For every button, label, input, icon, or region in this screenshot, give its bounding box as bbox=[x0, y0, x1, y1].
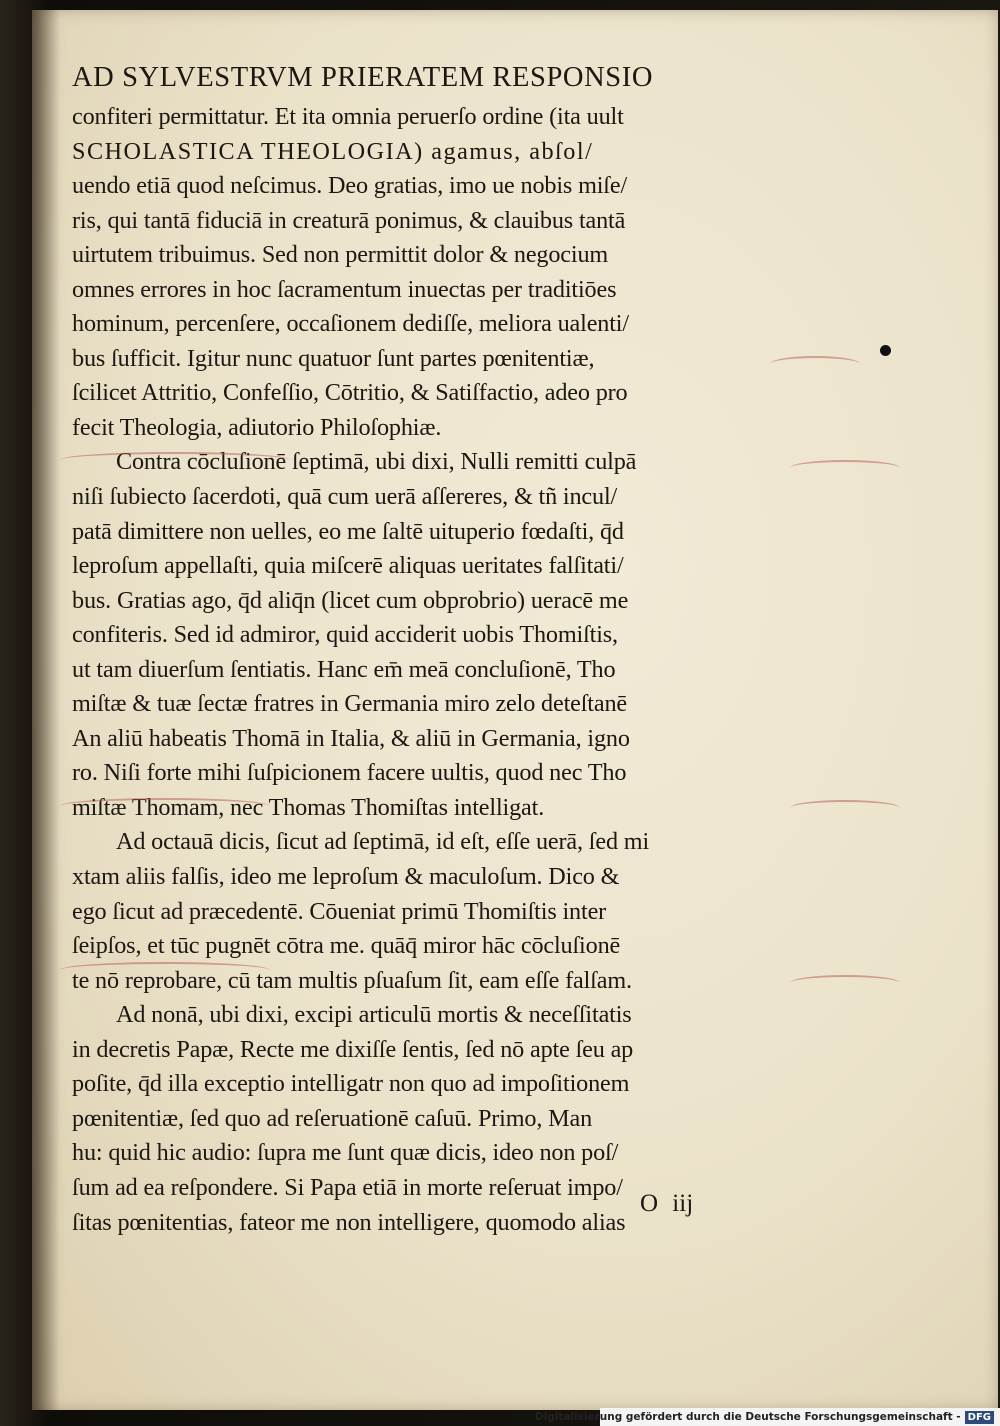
text-line: ſum ad ea reſpondere. Si Papa etiā in morte reſeruat impo/ bbox=[72, 1173, 623, 1201]
text-line: ro. Niſi forte mihi ſuſpicionem facere uultis, quod nec Tho bbox=[72, 759, 627, 787]
margin-annotation-mark bbox=[60, 452, 290, 462]
text-line: uendo etiā quod neſcimus. Deo gratias, imo ue nobis miſe/ bbox=[72, 172, 628, 200]
text-line: Ad nonā, ubi dixi, excipi articulū mortis & neceſſitatis bbox=[116, 1001, 632, 1029]
text-line: fecit Theologia, adiutorio Philoſophiæ. bbox=[72, 413, 442, 441]
text-line: patā dimittere non uelles, eo me ſaltē uituperio fœdaſti, q̄d bbox=[72, 517, 624, 545]
margin-annotation-mark bbox=[60, 798, 270, 808]
text-line: bus. Gratias ago, q̄d aliq̄n (licet cum obprobrio) ueracē me bbox=[72, 586, 629, 614]
text-line: ego ſicut ad præcedentē. Cōueniat primū Thomiſtis inter bbox=[72, 897, 607, 925]
text-line: confiteris. Sed id admiror, quid acciderit uobis Thomiſtis, bbox=[72, 621, 618, 649]
gutter-shadow bbox=[32, 10, 60, 1410]
text-line: ris, qui tantā fiduciā in creaturā ponimus, & clauibus tantā bbox=[72, 206, 626, 234]
margin-dot bbox=[880, 345, 891, 356]
text-line: omnes errores in hoc ſacramentum inuectas per traditiōes bbox=[72, 275, 617, 303]
dfg-logo: DFG bbox=[965, 1411, 994, 1424]
page-text bbox=[72, 58, 772, 1240]
text-line: leproſum appellaſti, quia miſcerē aliquas ueritates falſitati/ bbox=[72, 552, 624, 580]
margin-annotation-mark bbox=[790, 800, 900, 810]
text-line: poſite, q̄d illa exceptio intelligatr non quo ad impoſitionem bbox=[72, 1070, 630, 1098]
text-line: ſeipſos, et tūc pugnēt cōtra me. quāq̄ miror hāc cōcluſionē bbox=[72, 932, 621, 960]
signature-mark: O iij bbox=[640, 1190, 694, 1217]
text-line: pœnitentiæ, ſed quo ad reſeruationē caſuū. Primo, Man bbox=[72, 1104, 593, 1132]
text-line: xtam aliis falſis, ideo me leproſum & maculoſum. Dico & bbox=[72, 863, 620, 891]
margin-annotation-mark bbox=[60, 962, 270, 972]
footer-credit-text: Digitalisierung gefördert durch die Deutsche Forschungsgemeinschaft - bbox=[534, 1411, 961, 1423]
text-line: in decretis Papæ, Recte me dixiſſe ſentis, ſed nō apte ſeu ap bbox=[72, 1035, 634, 1063]
text-line: miſtæ & tuæ ſectæ fratres in Germania miro zelo deteſtanē bbox=[72, 690, 627, 718]
text-line: An aliū habeatis Thomā in Italia, & aliū in Germania, igno bbox=[72, 724, 630, 752]
text-line: bus ſufficit. Igitur nunc quatuor ſunt partes pœnitentiæ, bbox=[72, 344, 595, 372]
footer-credit-bar bbox=[534, 1408, 1000, 1426]
margin-annotation-mark bbox=[770, 356, 860, 366]
running-head: AD SYLVESTRVM PRIERATEM RESPONSIO bbox=[72, 62, 654, 93]
margin-annotation-mark bbox=[790, 460, 900, 470]
text-line: niſi ſubiecto ſacerdoti, quā cum uerā aſſereres, & tñ incul/ bbox=[72, 483, 618, 511]
text-line: SCHOLASTICA THEOLOGIA) agamus, abſol/ bbox=[72, 137, 594, 165]
text-line: ſitas pœnitentias, fateor me non intelligere, quomodo alias bbox=[72, 1208, 626, 1236]
text-line: hominum, percenſere, occaſionem dediſſe, meliora ualenti/ bbox=[72, 310, 629, 338]
text-line: hu: quid hic audio: ſupra me ſunt quæ dicis, ideo non poſ/ bbox=[72, 1139, 619, 1167]
text-line: ut tam diuerſum ſentiatis. Hanc em̄ meā concluſionē, Tho bbox=[72, 655, 616, 683]
text-line: miſtæ Thomam, nec Thomas Thomiſtas intelligat. bbox=[72, 793, 545, 821]
text-line: te nō reprobare, cū tam multis pſuaſum ſit, eam eſſe falſam. bbox=[72, 966, 632, 994]
text-line: ſcilicet Attritio, Confeſſio, Cōtritio, & Satiſfactio, adeo pro bbox=[72, 379, 628, 407]
text-line: confiteri permittatur. Et ita omnia peruerſo ordine (ita uult bbox=[72, 103, 624, 130]
text-line: uirtutem tribuimus. Sed non permittit dolor & negocium bbox=[72, 241, 609, 269]
text-line: Ad octauā dicis, ſicut ad ſeptimā, id eſt, eſſe uerā, ſed mi bbox=[116, 828, 650, 856]
margin-annotation-mark bbox=[790, 975, 900, 985]
text-line: Contra cōcluſionē ſeptimā, ubi dixi, Nulli remitti culpā bbox=[116, 448, 637, 476]
